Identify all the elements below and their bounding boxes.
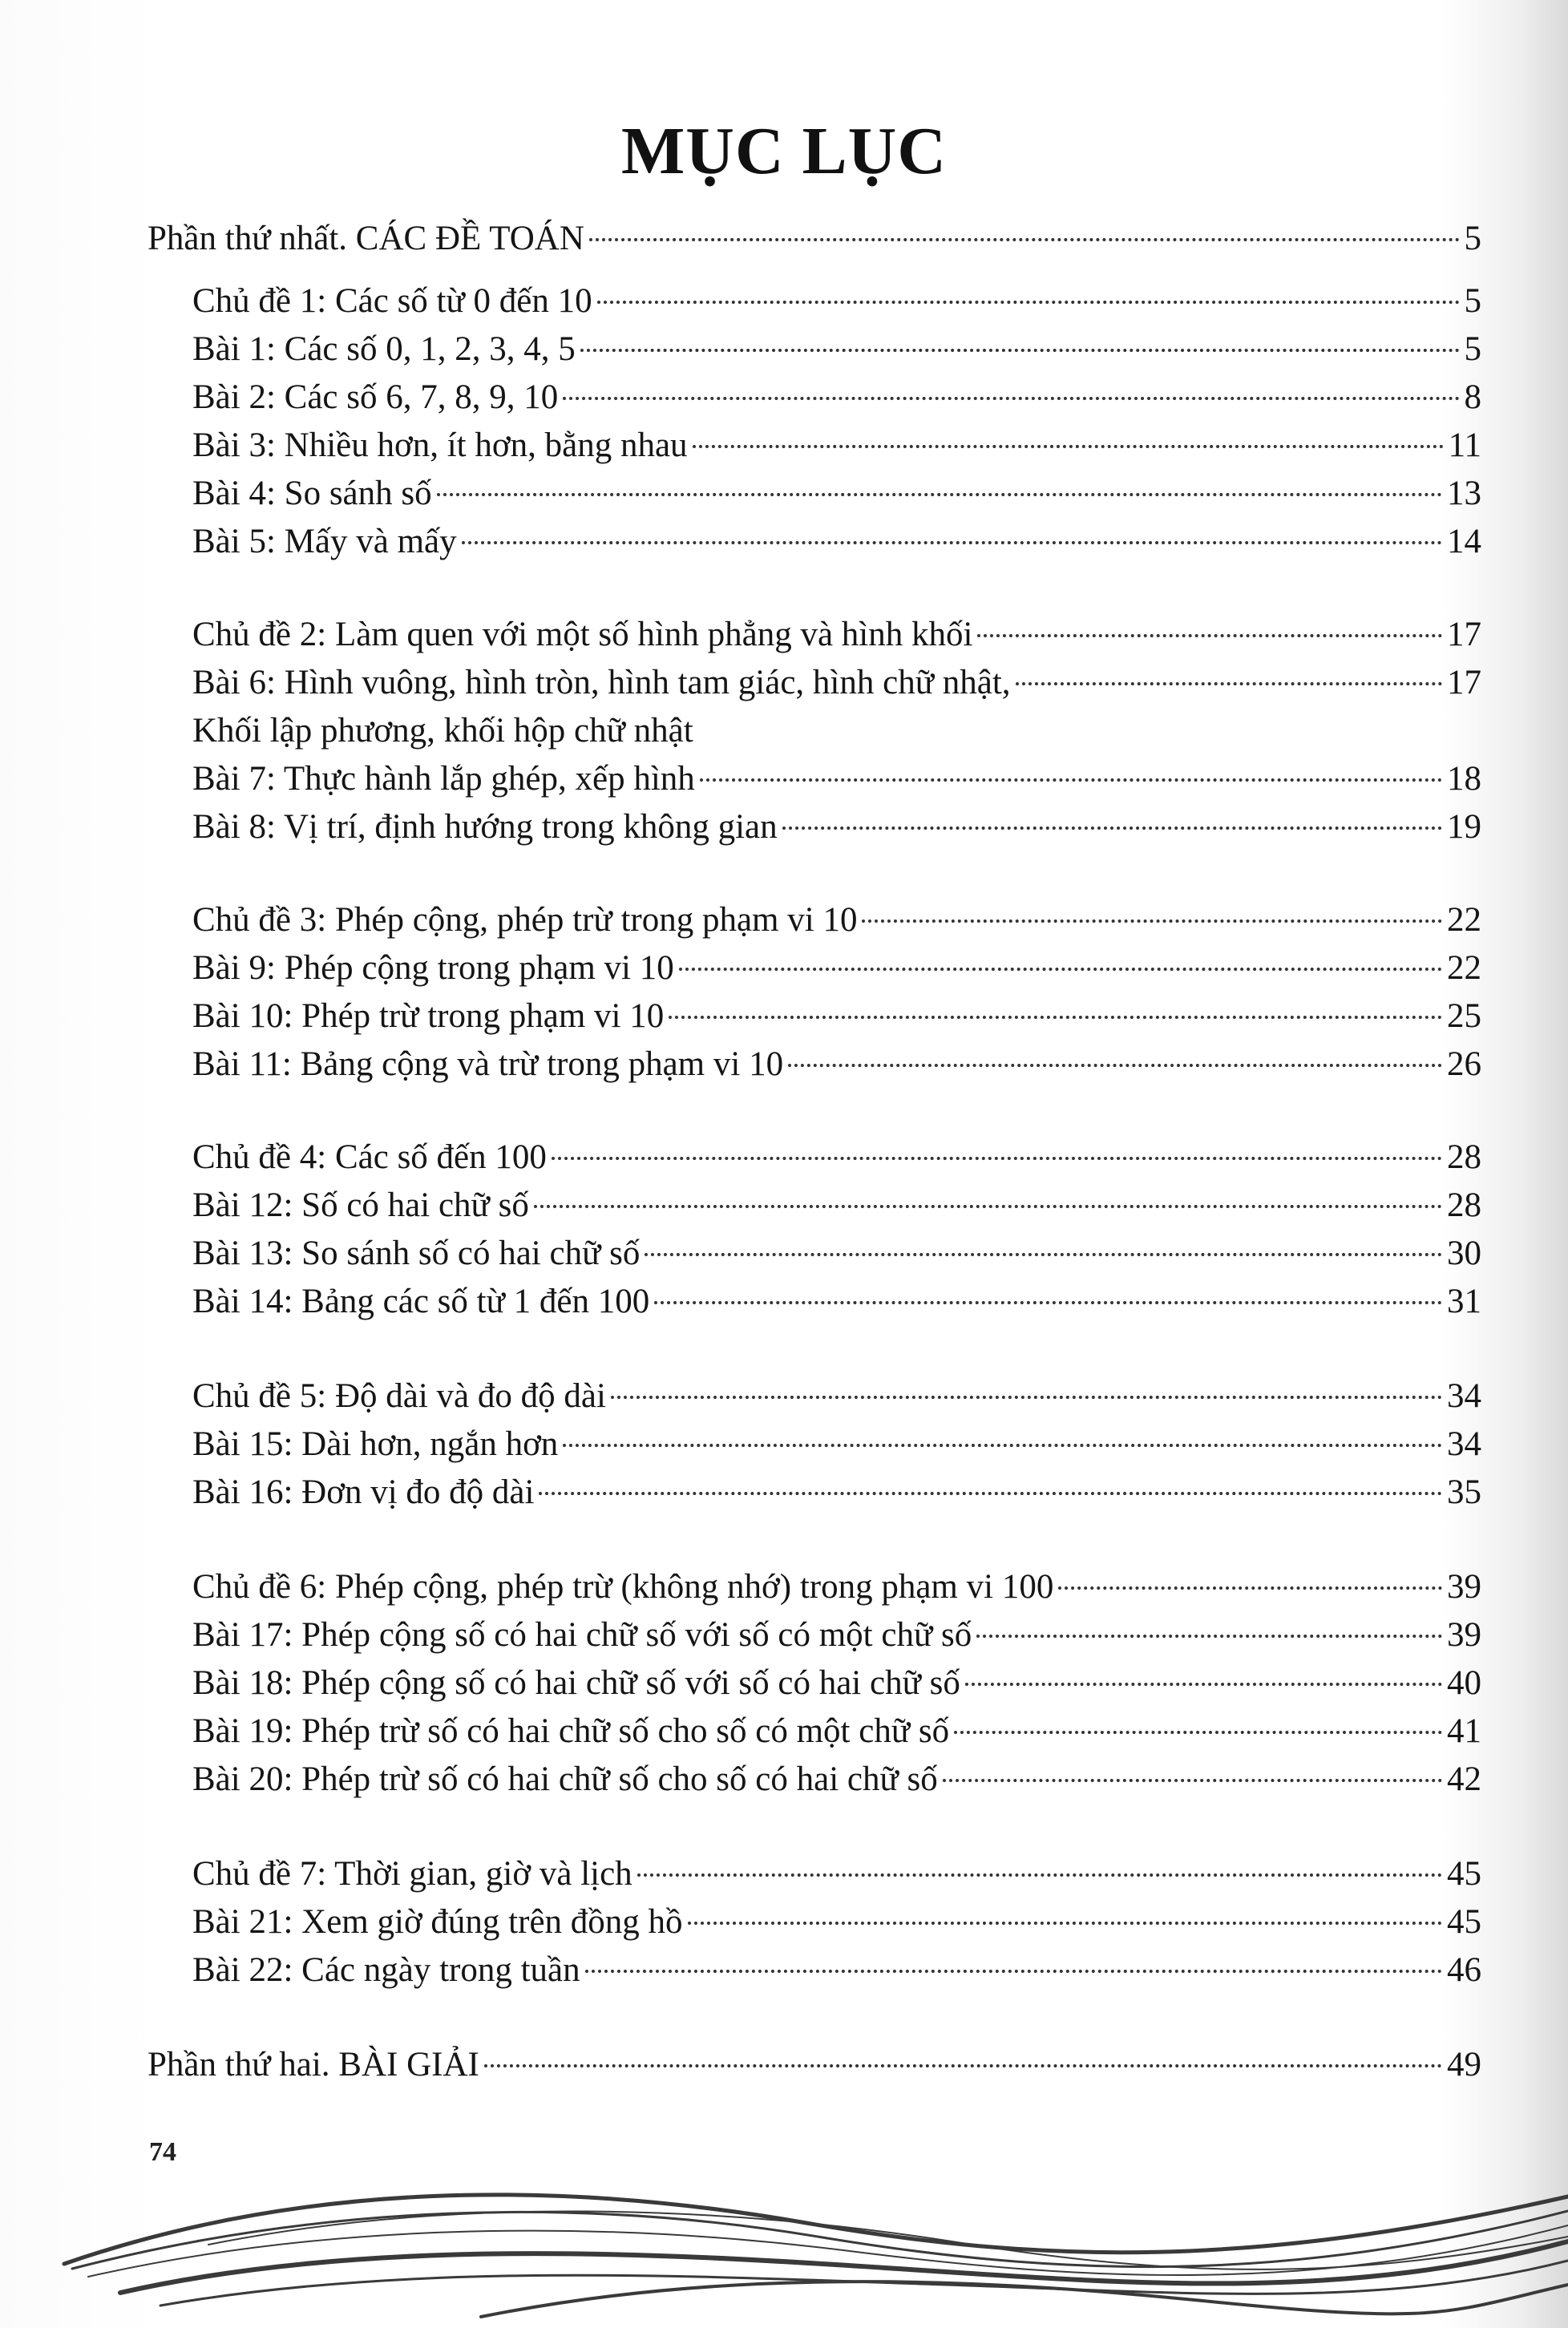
leader-dots (462, 541, 1442, 544)
toc-page: 39 (1447, 1568, 1481, 1606)
toc-lesson-8[interactable] (192, 805, 1481, 850)
toc-page: 30 (1447, 1235, 1481, 1272)
toc-label: Bài 1: Các số 0, 1, 2, 3, 4, 5 (192, 330, 576, 368)
toc-lesson-11[interactable] (192, 1042, 1481, 1087)
toc-label: Bài 21: Xem giờ đúng trên đồng hồ (192, 1903, 683, 1941)
toc-lesson-22[interactable] (192, 1948, 1481, 1993)
toc-page: 28 (1447, 1138, 1481, 1176)
leader-dots (611, 1396, 1442, 1399)
toc-lesson-16[interactable] (192, 1470, 1481, 1515)
leader-dots (637, 1873, 1442, 1877)
toc-page: 25 (1447, 997, 1481, 1035)
leader-dots (534, 1205, 1442, 1208)
toc-lesson-20[interactable] (192, 1757, 1481, 1802)
toc-page: 41 (1447, 1712, 1481, 1750)
leader-dots (693, 445, 1444, 448)
toc-label: Chủ đề 2: Làm quen với một số hình phẳng và hình khối (192, 616, 973, 653)
toc-label: Bài 6: Hình vuông, hình tròn, hình tam giác, hình chữ nhật, (192, 664, 1011, 701)
toc-label: Bài 12: Số có hai chữ số (192, 1186, 529, 1224)
toc-page: 45 (1447, 1855, 1481, 1893)
toc-lesson-7[interactable] (192, 757, 1481, 802)
toc-page: 14 (1447, 523, 1481, 560)
toc-label: Bài 22: Các ngày trong tuần (192, 1951, 580, 1989)
leader-dots (645, 1253, 1442, 1256)
toc-label: Chủ đề 3: Phép cộng, phép trừ trong phạm vi 10 (192, 901, 858, 939)
leader-dots (563, 397, 1459, 400)
toc-label: Bài 16: Đơn vị đo độ dài (192, 1473, 535, 1511)
toc-lesson-15[interactable] (192, 1422, 1481, 1467)
leader-dots (585, 1970, 1442, 1973)
toc-label: Bài 9: Phép cộng trong phạm vi 10 (192, 949, 674, 987)
toc-topic-1[interactable] (192, 279, 1481, 324)
toc-lesson-6[interactable] (192, 661, 1481, 705)
leader-dots (965, 1683, 1442, 1686)
leader-dots (1058, 1586, 1442, 1590)
toc-lesson-6-continuation: Khối lập phương, khối hộp chữ nhật (192, 712, 693, 750)
leader-dots (976, 1635, 1442, 1638)
toc-page: 5 (1464, 330, 1481, 368)
leader-dots (788, 1064, 1442, 1067)
leader-dots (484, 2064, 1442, 2067)
leader-dots (563, 1444, 1442, 1447)
toc-page: 28 (1447, 1186, 1481, 1224)
toc-label: Chủ đề 6: Phép cộng, phép trừ (không nhớ) trong phạm vi 100 (192, 1568, 1054, 1606)
toc-page: 34 (1447, 1377, 1481, 1415)
toc-lesson-14[interactable] (192, 1279, 1481, 1324)
toc-label: Bài 4: So sánh số (192, 475, 432, 512)
toc-page: 49 (1447, 2046, 1481, 2083)
toc-topic-7[interactable] (192, 1852, 1481, 1897)
toc-topic-6[interactable] (192, 1565, 1481, 1610)
toc-label: Chủ đề 7: Thời gian, giờ và lịch (192, 1855, 632, 1893)
toc-label: Bài 19: Phép trừ số có hai chữ số cho số có một chữ số (192, 1712, 950, 1750)
toc-page: 35 (1447, 1473, 1481, 1511)
page-title: MỤC LỤC (621, 114, 947, 188)
toc-page: 22 (1447, 949, 1481, 987)
toc-topic-4[interactable] (192, 1135, 1481, 1180)
toc-label: Bài 2: Các số 6, 7, 8, 9, 10 (192, 378, 559, 416)
toc-lesson-18[interactable] (192, 1661, 1481, 1706)
toc-page: 5 (1464, 220, 1481, 257)
leader-dots (688, 1922, 1442, 1925)
toc-label: Bài 13: So sánh số có hai chữ số (192, 1235, 641, 1272)
toc-label: Bài 15: Dài hơn, ngắn hơn (192, 1425, 559, 1463)
toc-page: 42 (1447, 1760, 1481, 1798)
toc-page: 17 (1447, 664, 1481, 701)
toc-page: 8 (1464, 378, 1481, 416)
leader-dots (862, 919, 1442, 923)
toc-page: 5 (1464, 282, 1481, 320)
toc-label: Bài 5: Mấy và mấy (192, 523, 457, 560)
leader-dots (679, 968, 1442, 971)
toc-page: 40 (1447, 1664, 1481, 1702)
leader-dots (654, 1301, 1442, 1304)
toc-lesson-21[interactable] (192, 1900, 1481, 1945)
toc-part-2[interactable] (148, 2043, 1481, 2088)
toc-topic-5[interactable] (192, 1374, 1481, 1419)
toc-page: 11 (1448, 426, 1481, 464)
toc-label: Chủ đề 5: Độ dài và đo độ dài (192, 1377, 606, 1415)
toc-lesson-1[interactable] (192, 327, 1481, 372)
toc-page: 17 (1447, 616, 1481, 653)
toc-label: Bài 3: Nhiều hơn, ít hơn, bằng nhau (192, 426, 688, 464)
leader-dots (539, 1492, 1442, 1495)
toc-page: 13 (1447, 475, 1481, 512)
toc-lesson-2[interactable] (192, 375, 1481, 420)
toc-label: Bài 18: Phép cộng số có hai chữ số với số có hai chữ số (192, 1664, 960, 1702)
toc-label: Bài 10: Phép trừ trong phạm vi 10 (192, 997, 665, 1035)
leader-dots (782, 827, 1442, 830)
toc-lesson-3[interactable] (192, 423, 1481, 468)
toc-page: 22 (1447, 901, 1481, 939)
leader-dots (977, 634, 1442, 637)
toc-label: Bài 11: Bảng cộng và trừ trong phạm vi 10 (192, 1045, 784, 1083)
wave-ornament (0, 2148, 1568, 2328)
leader-dots (580, 349, 1460, 352)
leader-dots (597, 301, 1460, 304)
page-number: 74 (149, 2137, 176, 2167)
toc-label: Bài 17: Phép cộng số có hai chữ số với số có một chữ số (192, 1616, 972, 1654)
leader-dots (552, 1157, 1442, 1160)
toc-lesson-9[interactable] (192, 946, 1481, 991)
toc-page: 46 (1447, 1951, 1481, 1989)
toc-page: 18 (1447, 760, 1481, 798)
toc-page: 34 (1447, 1425, 1481, 1463)
leader-dots (669, 1016, 1442, 1019)
toc-lesson-19[interactable] (192, 1709, 1481, 1754)
leader-dots (589, 238, 1460, 241)
toc-label: Chủ đề 4: Các số đến 100 (192, 1138, 547, 1176)
toc-page: 39 (1447, 1616, 1481, 1654)
toc-page: 26 (1447, 1045, 1481, 1083)
toc-lesson-12[interactable] (192, 1183, 1481, 1228)
toc-label: Phần thứ hai. BÀI GIẢI (148, 2046, 479, 2083)
toc-lesson-17[interactable] (192, 1613, 1481, 1658)
toc-page: 45 (1447, 1903, 1481, 1941)
toc-label: Bài 7: Thực hành lắp ghép, xếp hình (192, 760, 695, 798)
toc-lesson-5[interactable] (192, 519, 1481, 564)
toc-label: Bài 8: Vị trí, định hướng trong không gian (192, 808, 778, 846)
toc-topic-2[interactable] (192, 612, 1481, 657)
toc-lesson-13[interactable] (192, 1231, 1481, 1276)
toc-page: 31 (1447, 1283, 1481, 1320)
toc-page: 19 (1447, 808, 1481, 846)
toc-part-1[interactable] (148, 216, 1481, 261)
toc-label: Phần thứ nhất. CÁC ĐỀ TOÁN (148, 220, 584, 257)
toc-lesson-4[interactable] (192, 471, 1481, 516)
leader-dots (700, 778, 1442, 782)
toc-label: Bài 14: Bảng các số từ 1 đến 100 (192, 1283, 650, 1320)
leader-dots (1016, 682, 1442, 685)
toc-lesson-10[interactable] (192, 994, 1481, 1039)
toc-topic-3[interactable] (192, 898, 1481, 943)
leader-dots (943, 1779, 1442, 1782)
toc-label: Chủ đề 1: Các số từ 0 đến 10 (192, 282, 592, 320)
leader-dots (954, 1731, 1442, 1734)
toc-label: Bài 20: Phép trừ số có hai chữ số cho số có hai chữ số (192, 1760, 938, 1798)
leader-dots (437, 493, 1442, 496)
